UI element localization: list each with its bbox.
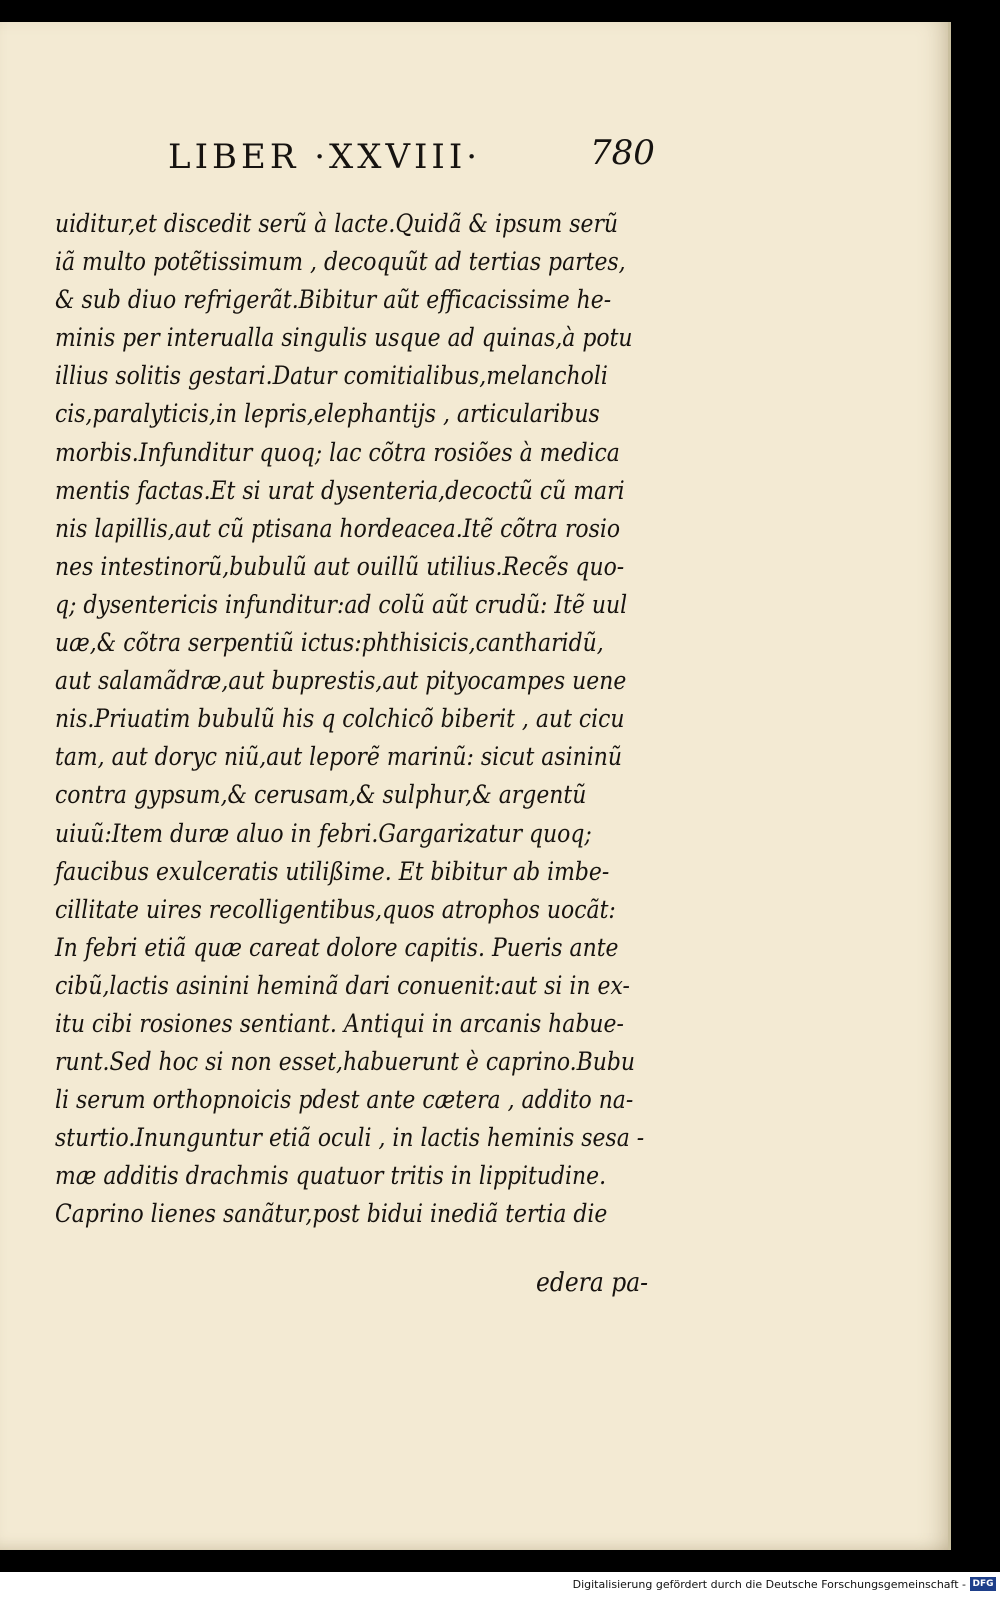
text-line: iã multo potẽtissimum , decoquũt ad tertias partes, (55, 247, 626, 278)
text-line: mæ additis drachmis quatuor tritis in lippitudine. (55, 1161, 607, 1192)
text-line: nes intestinorũ,bubulũ aut ouillũ utilius.Recẽs quo- (55, 551, 625, 582)
text-line: Caprino lienes sanãtur,post bidui inediã tertia die (55, 1199, 608, 1230)
book-page (0, 22, 951, 1550)
digitization-footer (0, 1572, 1000, 1600)
text-line: aut salamãdræ,aut buprestis,aut pityocampes uene (55, 666, 627, 697)
text-line: li serum orthopnoicis pdest ante cætera , addito na- (55, 1085, 634, 1116)
text-line: q; dysentericis infunditur:ad colũ aũt crudũ: Itẽ uul (55, 589, 628, 620)
text-line: uæ,& cõtra serpentiũ ictus:phthisicis,cantharidũ, (55, 628, 604, 659)
text-line: contra gypsum,& cerusam,& sulphur,& argentũ (55, 780, 587, 811)
text-line: cis,paralyticis,in lepris,elephantijs , articularibus (55, 399, 600, 430)
text-line: nis.Priuatim bubulũ his q colchicõ biberit , aut cicu (55, 704, 625, 735)
dfg-logo-icon: DFG (970, 1577, 996, 1591)
text-line: minis per interualla singulis usque ad quinas,à potu (55, 323, 633, 354)
text-line: cibũ,lactis asinini heminã dari conuenit:aut si in ex- (55, 970, 630, 1001)
text-line: mentis factas.Et si urat dysenteria,decoctũ cũ mari (55, 475, 625, 506)
text-line: uiditur,et discedit serũ à lacte.Quidã & ipsum serũ (55, 209, 619, 239)
text-line: uiuũ:Item duræ aluo in febri.Gargarizatur quoq; (55, 818, 592, 849)
text-line: & sub diuo refrigerãt.Bibitur aũt efficacissime he- (55, 285, 612, 316)
text-line: illius solitis gestari.Datur comitialibus,melancholi (55, 361, 608, 392)
catchword: edera pa- (536, 1268, 649, 1298)
body-text (55, 205, 645, 1234)
running-head-title: LIBER ·XXVIII· (168, 137, 482, 177)
text-line: nis lapillis,aut cũ ptisana hordeacea.Itẽ cõtra rosio (55, 513, 621, 544)
text-line: morbis.Infunditur quoq; lac cõtra rosiões à medica (55, 437, 620, 468)
text-line: sturtio.Inunguntur etiã oculi , in lactis heminis sesa - (55, 1123, 645, 1154)
text-line: In febri etiã quæ careat dolore capitis. Pueris ante (55, 932, 619, 963)
page-number: 780 (590, 133, 655, 173)
text-line: itu cibi rosiones sentiant. Antiqui in arcanis habue- (55, 1008, 624, 1039)
text-line: faucibus exulceratis utilißime. Et bibitur ab imbe- (55, 856, 610, 887)
text-line: cillitate uires recolligentibus,quos atrophos uocãt: (55, 894, 616, 925)
running-head (0, 125, 948, 185)
text-line: runt.Sed hoc si non esset,habuerunt è caprino.Bubu (55, 1047, 636, 1078)
funding-credit: Digitalisierung gefördert durch die Deutsche Forschungsgemeinschaft - (572, 1578, 966, 1591)
text-line: tam, aut doryc niũ,aut leporẽ marinũ: sicut asininũ (55, 742, 623, 773)
